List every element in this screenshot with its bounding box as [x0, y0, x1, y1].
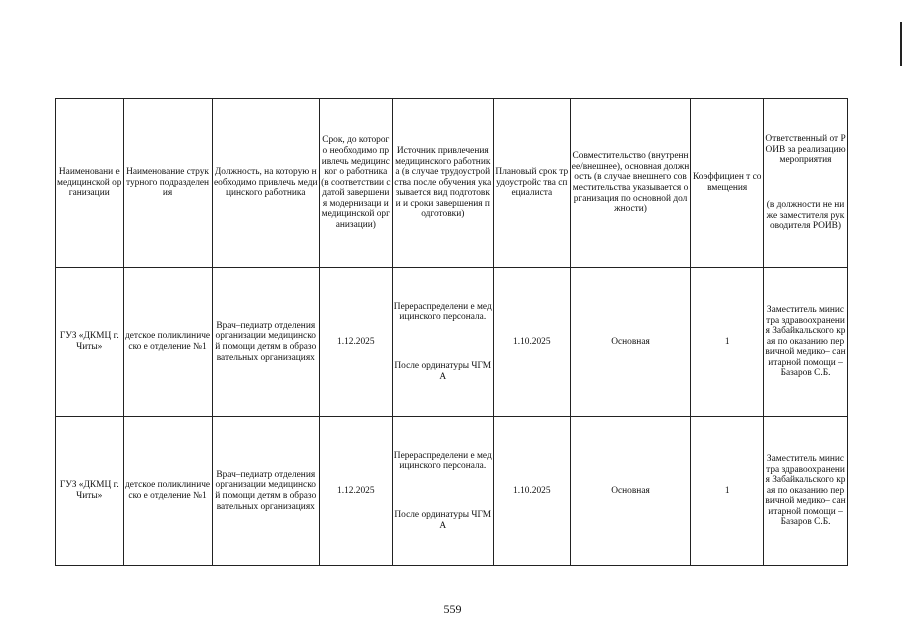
cell-unit: детское поликлиническо е отделение №1 [123, 268, 212, 417]
header-combination: Совместительство (внутреннее/внешнее), основная должность (в случае внешнего совместительства указывается организация по основной должности) [570, 99, 691, 268]
header-unit: Наименование структурного подразделения [123, 99, 212, 268]
cell-coef: 1 [691, 417, 764, 566]
cell-source [392, 268, 493, 417]
cell-combination: Основная [570, 268, 691, 417]
page-number: 559 [443, 602, 462, 616]
header-responsible-line2: (в должности не ниже заместителя руководителя РОИВ) [766, 200, 845, 232]
cell-deadline: 1.12.2025 [319, 268, 392, 417]
table-row [56, 268, 848, 417]
header-deadline: Срок, до которого необходимо привлечь медицинског о работника (в соответствии с датой завершения модернизаци и медицинской организации) [319, 99, 392, 268]
cell-responsible: Заместитель министра здравоохранени я Забайкальского края по оказанию первичной медико– санитарной помощи – Базаров С.Б. [764, 268, 848, 417]
header-coef: Коэффициен т совмещения [691, 99, 764, 268]
cell-source-a: Перераспределени е медицинского персонала. [393, 301, 492, 323]
header-org: Наименовани е медицинской организации [56, 99, 124, 268]
header-row [56, 99, 848, 268]
cell-org: ГУЗ «ДКМЦ г. Читы» [56, 417, 124, 566]
cell-unit: детское поликлиническо е отделение №1 [123, 417, 212, 566]
cell-planned: 1.10.2025 [493, 417, 570, 566]
cell-position: Врач–педиатр отделения организации медицинской помощи детям в образовательных организациях [212, 417, 319, 566]
cell-combination: Основная [570, 417, 691, 566]
header-source: Источник привлечения медицинского работника (в случае трудоустройства после обучения указывается вид подготовки и сроки завершения подготовки) [392, 99, 493, 268]
header-planned: Плановый срок трудоустройс тва специалиста [493, 99, 570, 268]
cell-source-b: После ординатуры ЧГМА [394, 510, 492, 531]
cell-deadline: 1.12.2025 [319, 417, 392, 566]
header-responsible-line1: Ответственный от РОИВ за реализацию мероприятия [765, 134, 846, 166]
header-position: Должность, на которую необходимо привлечь медицинского работника [212, 99, 319, 268]
cell-source-a: Перераспределени е медицинского персонала. [393, 450, 492, 472]
cell-org: ГУЗ «ДКМЦ г. Читы» [56, 268, 124, 417]
cell-source [392, 417, 493, 566]
cell-source-b: После ординатуры ЧГМА [394, 361, 492, 382]
staffing-table [55, 98, 848, 566]
cell-planned: 1.10.2025 [493, 268, 570, 417]
cell-position: Врач–педиатр отделения организации медицинской помощи детям в образовательных организациях [212, 268, 319, 417]
cell-coef: 1 [691, 268, 764, 417]
header-responsible [764, 99, 848, 268]
table-row [56, 417, 848, 566]
scan-edge-mark [900, 22, 902, 66]
cell-responsible: Заместитель министра здравоохранени я Забайкальского края по оказанию первичной медико– санитарной помощи – Базаров С.Б. [764, 417, 848, 566]
